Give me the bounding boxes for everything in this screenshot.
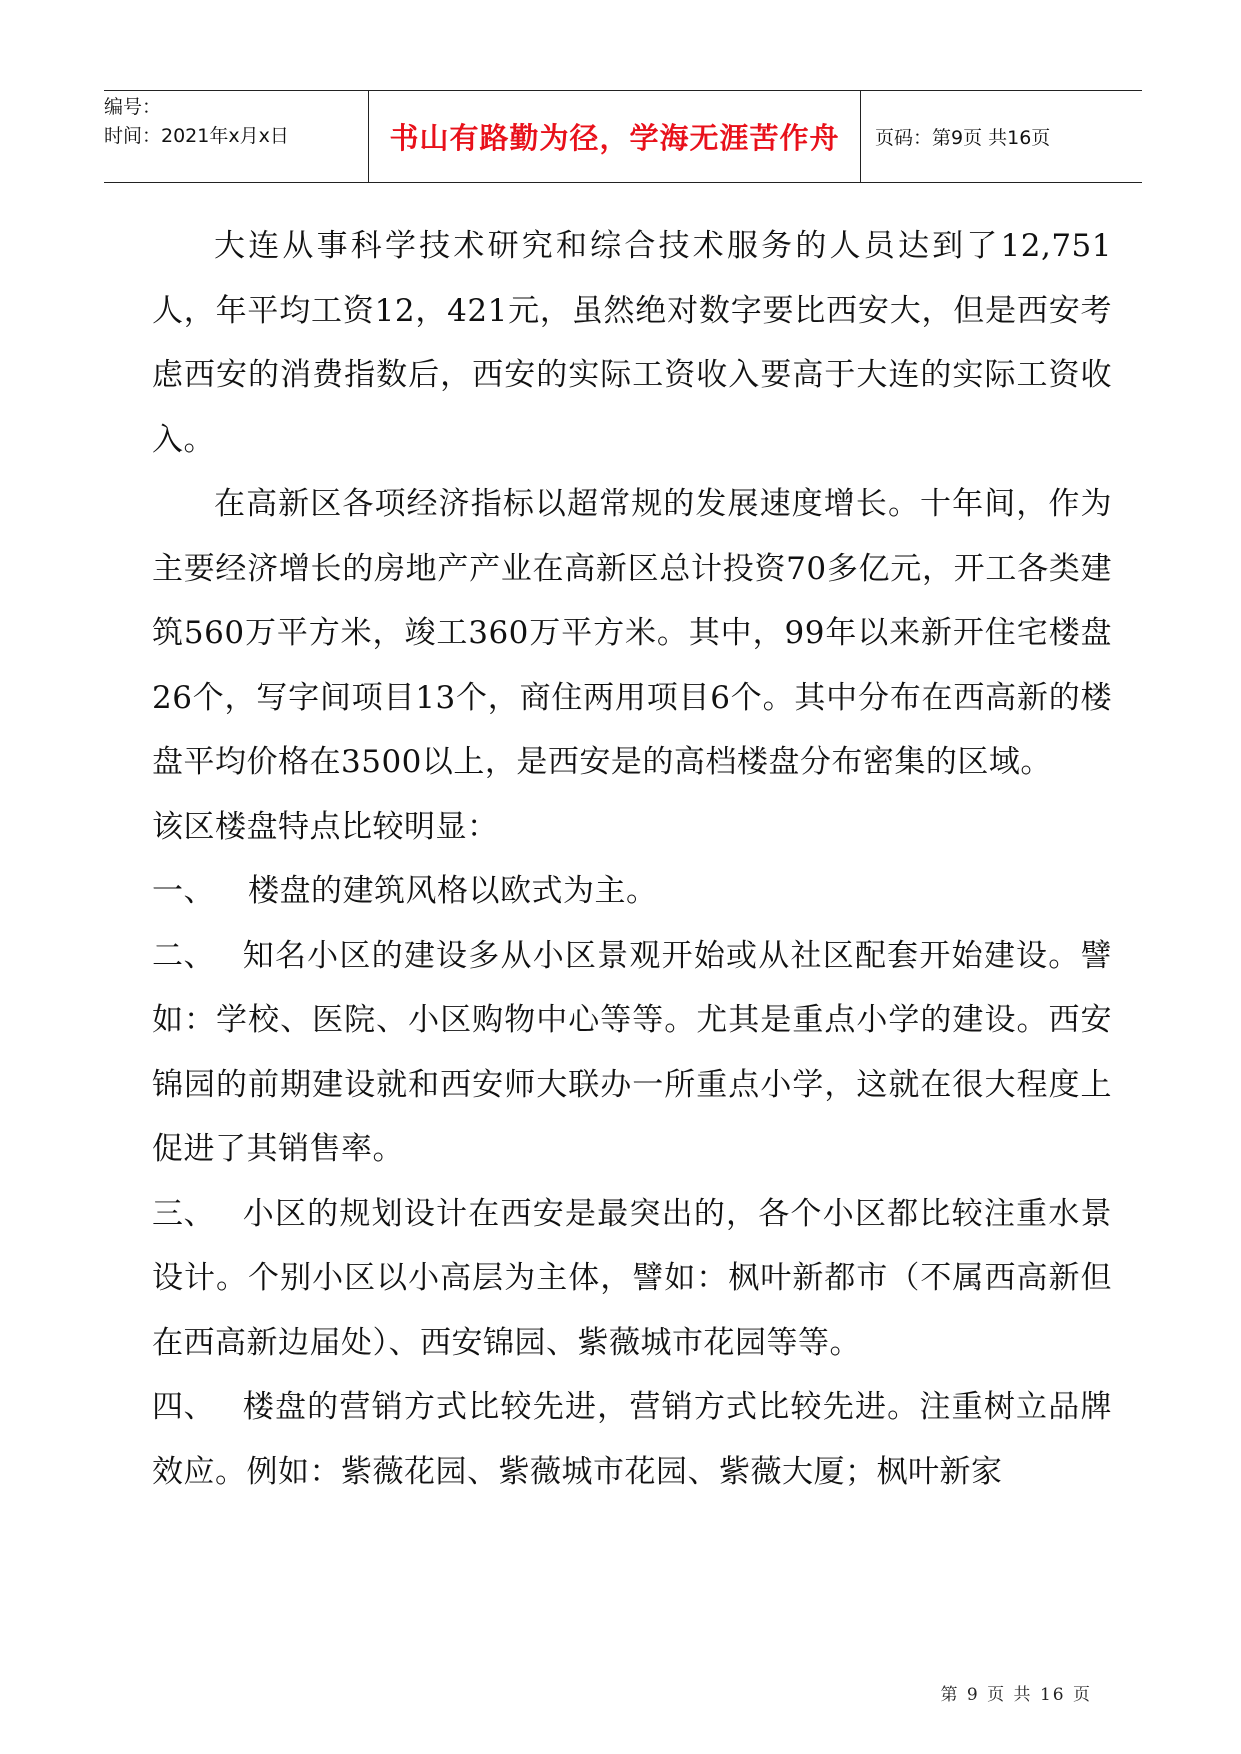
list-item-text: 小区的规划设计在西安是最突出的，各个小区都比较注重水景设计。个别小区以小高层为主体，譬如：枫叶新都市（不属西高新但在西高新边届处）、西安锦园、紫薇城市花园等等。: [152, 1195, 1112, 1361]
list-item: [152, 859, 1112, 924]
paragraph-2: 在高新区各项经济指标以超常规的发展速度增长。十年间，作为主要经济增长的房地产产业在高新区总计投资70多亿元，开工各类建筑560万平方米，竣工360万平方米。其中，99年以来新开住宅楼盘26个，写字间项目13个，商住两用项目6个。其中分布在西高新的楼盘平均价格在3500以上，是西安是的高档楼盘分布密集的区域。: [152, 486, 1112, 780]
header-meta: [104, 91, 369, 182]
page-footer: 第 9 页 共 16 页: [940, 1685, 1092, 1705]
list-item-text: 楼盘的建筑风格以欧式为主。: [248, 873, 658, 909]
number-label: 编号：: [104, 96, 162, 118]
header-table: [104, 90, 1142, 183]
header-page-info: 页码：第9页 共16页: [875, 127, 1051, 149]
header-slogan: 书山有路勤为径，学海无涯苦作舟: [369, 91, 861, 182]
list-item-text: 知名小区的建设多从小区景观开始或从社区配套开始建设。譬如：学校、医院、小区购物中心等等。尤其是重点小学的建设。西安锦园的前期建设就和西安师大联办一所重点小学，这就在很大程度上促进了其销售率。: [152, 937, 1112, 1167]
list-item-number: 四、: [152, 1389, 215, 1425]
list-item: [152, 924, 1112, 1182]
paragraph-3: 该区楼盘特点比较明显：: [152, 808, 499, 845]
list-item-text: 楼盘的营销方式比较先进，营销方式比较先进。注重树立品牌效应。例如：紫薇花园、紫薇城市花园、紫薇大厦；枫叶新家: [152, 1389, 1112, 1490]
time-label: 时间：2021年x月x日: [104, 125, 289, 147]
paragraph-1: 大连从事科学技术研究和综合技术服务的人员达到了12,751人，年平均工资12，421元，虽然绝对数字要比西安大，但是西安考虑西安的消费指数后，西安的实际工资收入要高于大连的实际工资收入。: [152, 228, 1112, 458]
list-item-number: 一、: [152, 873, 215, 909]
document-body: [152, 214, 1112, 1504]
list-item: [152, 1375, 1112, 1504]
list-item-number: 三、: [152, 1195, 215, 1232]
list-item: [152, 1182, 1112, 1376]
list-item-number: 二、: [152, 937, 215, 974]
